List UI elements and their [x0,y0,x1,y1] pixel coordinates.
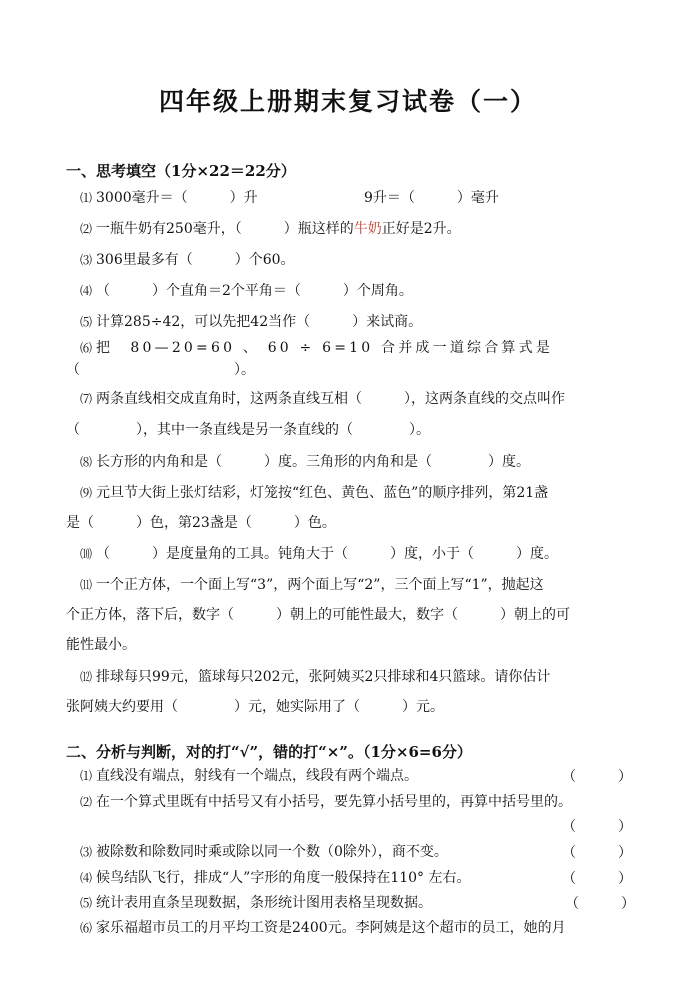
judge-question-5 [80,893,432,913]
answer-bracket-1[interactable]: （ ） [562,769,632,785]
question-number: ⑶ [80,253,93,267]
question-text: 把 80—20=60 、 60 ÷ 6=10 合并成一道综合算式是 [96,340,554,356]
section1-heading: 一、思考填空（1分×22＝22分） [66,162,296,180]
question-7-line2: （ ），其中一条直线是另一条直线的（ ）。 [66,422,430,438]
answer-bracket-4[interactable]: （ ） [562,871,632,887]
question-text: 一瓶牛奶有250毫升，（ ）瓶这样的 [96,221,354,237]
judge-question-3 [80,842,448,862]
question-6-line1 [80,338,630,358]
question-11-line2: 个正方体，落下后，数字（ ）朝上的可能性最大，数字（ ）朝上的可 [66,607,570,623]
answer-bracket-5[interactable]: （ ） [565,896,635,912]
highlighted-word: 牛奶 [353,221,382,237]
question-number: ⑶ [80,845,93,859]
question-number: ⑼ [80,486,93,500]
question-text: 两条直线相交成直角时，这两条直线互相（ ），这两条直线的交点叫作 [96,391,566,407]
question-number: ⑿ [80,670,93,684]
question-number: ⑾ [80,578,93,592]
question-text: 长方形的内角和是（ ）度。三角形的内角和是（ ）度。 [96,454,531,470]
question-6-line2: （ ）。 [66,362,255,378]
page-title: 四年级上册期末复习试卷（一） [158,87,537,116]
question-5 [80,312,422,332]
question-number: ⑴ [80,191,93,205]
question-2 [80,219,461,239]
question-number: ⑹ [80,341,93,355]
question-number: ⑵ [80,795,93,809]
question-number: ⑽ [80,547,93,561]
answer-bracket-2[interactable]: （ ） [562,819,632,835]
judge-question-4 [80,868,471,888]
question-12-line1 [80,667,550,687]
question-text: 在一个算式里既有中括号又有小括号，要先算小括号里的，再算中括号里的。 [96,794,573,810]
question-7-line1 [80,389,565,409]
question-1b: 9升＝（ ）毫升 [364,190,499,206]
question-number: ⑹ [80,921,93,935]
question-number: ⑷ [80,284,93,298]
answer-bracket-3[interactable]: （ ） [562,845,632,861]
question-text: 计算285÷42，可以先把42当作（ ）来试商。 [96,314,423,330]
question-11-line1 [80,575,544,595]
question-text: 被除数和除数同时乘或除以同一个数（0除外），商不变。 [96,844,448,860]
question-text-end: 正好是2升。 [381,221,461,237]
question-text: （ ）是度量角的工具。钝角大于（ ）度，小于（ ）度。 [96,546,559,562]
question-9-line2: 是（ ）色，第23盏是（ ）色。 [66,515,336,531]
section2-heading: 二、分析与判断，对的打“√”，错的打“×”。（1分×6=6分） [66,743,472,761]
question-text: 一个正方体，一个面上写“3”，两个面上写“2”，三个面上写“1”，抛起这 [96,577,544,593]
question-text: （ ）个直角＝2个平角＝（ ）个周角。 [96,283,413,299]
question-10 [80,544,558,564]
question-number: ⑸ [80,896,93,910]
question-number: ⑸ [80,315,93,329]
question-12-line2: 张阿姨大约要用（ ）元，她实际用了（ ）元。 [66,699,444,715]
question-text: 元旦节大街上张灯结彩，灯笼按“红色、黄色、蓝色”的顺序排列，第21盏 [96,485,549,501]
question-text: 家乐福超市员工的月平均工资是2400元。李阿姨是这个超市的员工，她的月 [96,920,566,936]
question-number: ⑻ [80,455,93,469]
question-text: 排球每只99元，篮球每只202元，张阿姨买2只排球和4只篮球。请你估计 [96,669,551,685]
question-text: 候鸟结队飞行，排成“人”字形的角度一般保持在110° 左右。 [96,870,471,886]
question-text: 3000毫升＝（ ）升 [96,190,258,206]
question-4 [80,281,413,301]
question-text: 统计表用直条呈现数据，条形统计图用表格呈现数据。 [96,895,433,911]
question-11-line3: 能性最小。 [66,637,136,653]
judge-question-1 [80,766,418,786]
question-number: ⑷ [80,871,93,885]
question-number: ⑺ [80,392,93,406]
question-1a [80,188,258,208]
question-9-line1 [80,483,548,503]
question-number: ⑵ [80,222,93,236]
judge-question-2 [80,792,572,812]
question-text: 直线没有端点，射线有一个端点，线段有两个端点。 [96,768,419,784]
judge-question-6 [80,918,566,938]
question-number: ⑴ [80,769,93,783]
question-3 [80,250,295,270]
question-text: 306里最多有（ ）个60。 [96,252,295,268]
question-8 [80,452,530,472]
